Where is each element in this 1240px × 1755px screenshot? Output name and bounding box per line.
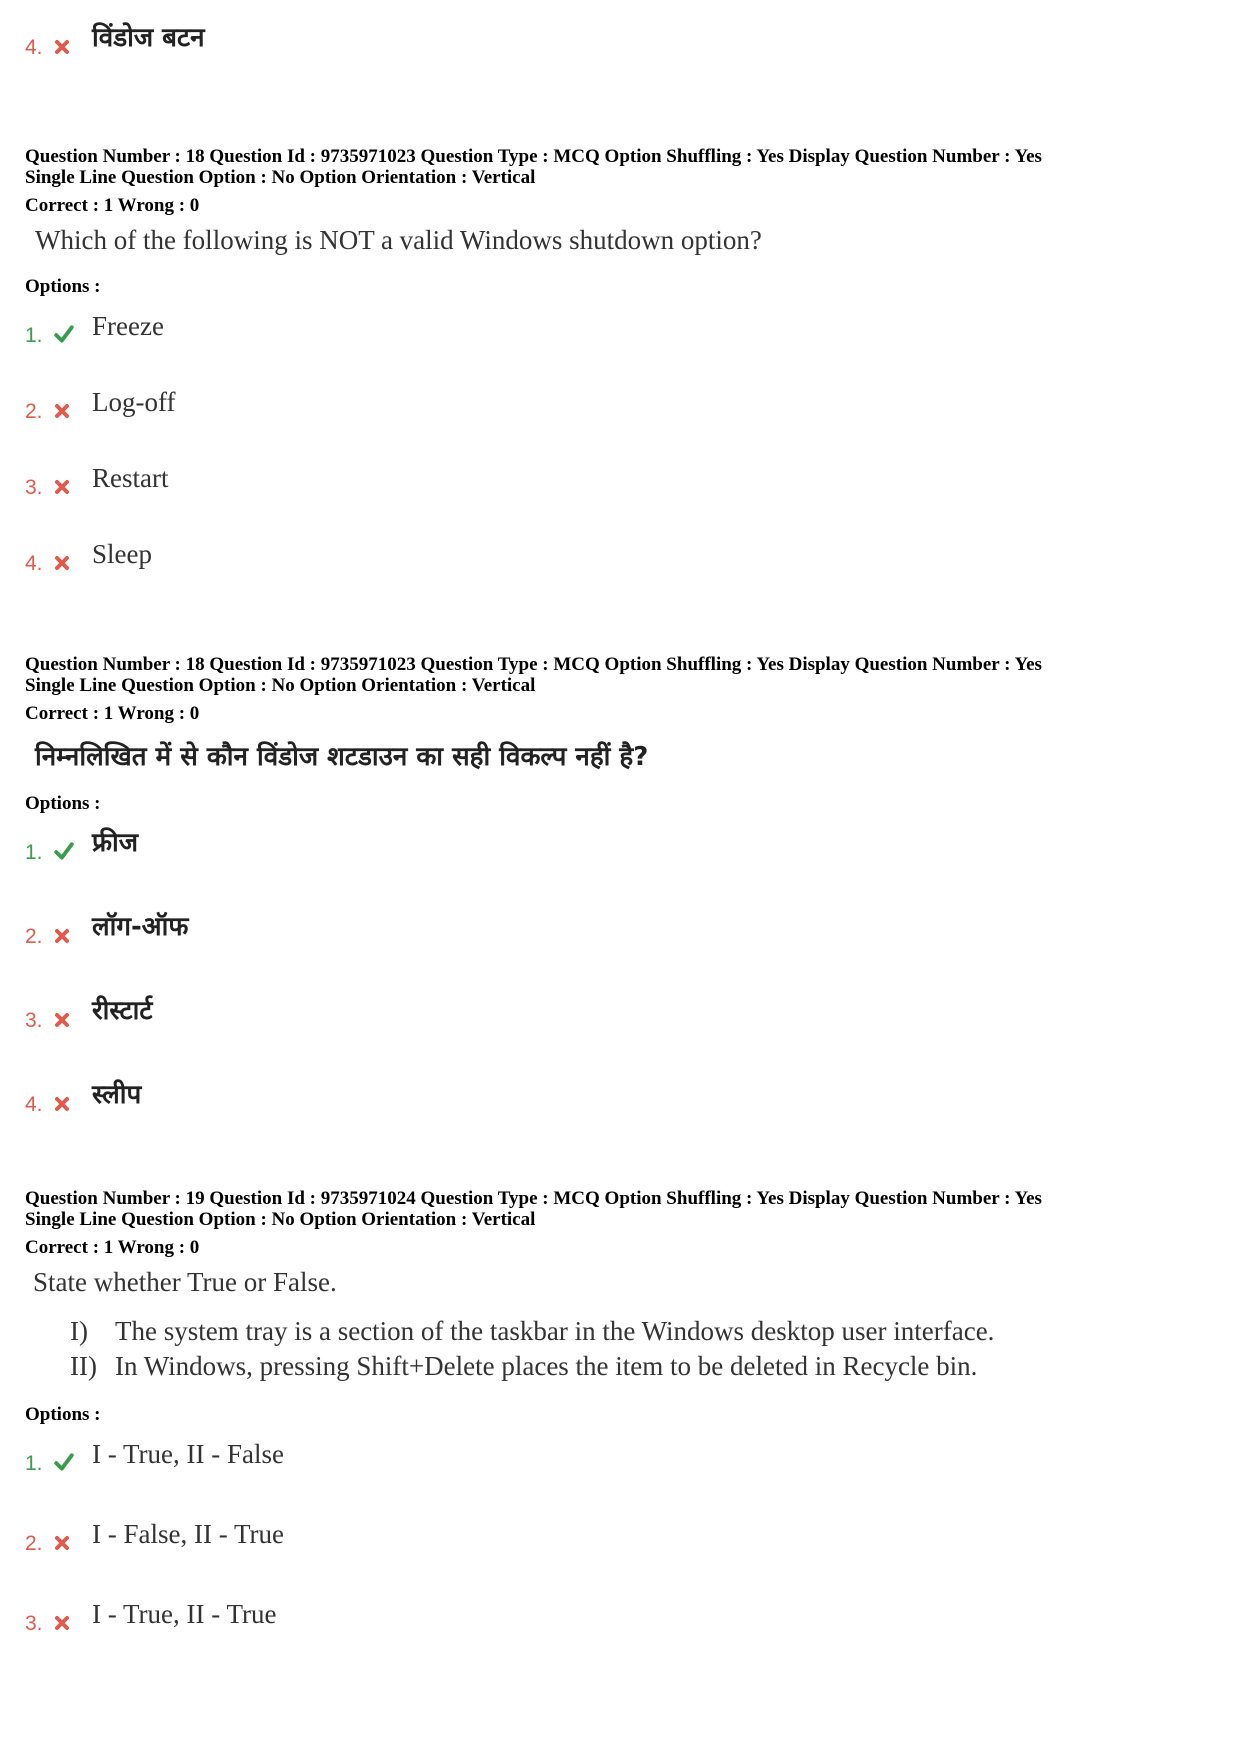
checkmark-icon — [53, 841, 75, 861]
question-block — [25, 146, 1215, 580]
question-text: State whether True or False. — [33, 1267, 337, 1297]
option-number: 4. — [25, 36, 43, 59]
statement-text: In Windows, pressing Shift+Delete places the item to be deleted in Recycle bin. — [115, 1351, 978, 1381]
option-row — [25, 1426, 1215, 1480]
option-row — [25, 815, 1215, 869]
option-row — [25, 352, 1215, 428]
option-number: 2. — [25, 925, 43, 948]
cross-icon — [53, 402, 71, 420]
score-line: Correct : 1 Wrong : 0 — [25, 703, 200, 724]
question-block — [25, 1188, 1215, 1640]
statement — [70, 1314, 1215, 1349]
option-text: I - False, II - True — [92, 1519, 284, 1549]
option-number: 2. — [25, 1532, 43, 1555]
question-text: निम्नलिखित में से कौन विंडोज शटडाउन का सही विकल्प नहीं है? — [35, 742, 649, 772]
cross-icon — [53, 478, 71, 496]
option-number: 3. — [25, 1009, 43, 1032]
checkmark-icon — [53, 324, 75, 344]
option-number: 4. — [25, 552, 43, 575]
cross-icon — [53, 554, 71, 572]
option-number: 3. — [25, 1612, 43, 1635]
cross-icon — [53, 1614, 71, 1632]
cross-icon — [53, 927, 71, 945]
option-row — [25, 300, 1215, 352]
option-text: विंडोज बटन — [92, 23, 205, 53]
option-row — [25, 1037, 1215, 1121]
question-meta-line-1: Question Number : 18 Question Id : 9735971023 Question Type : MCQ Option Shuffling : Yes Display Question Number : Yes — [25, 146, 1042, 167]
option-row — [25, 12, 1215, 64]
option-number: 3. — [25, 476, 43, 499]
question-text: Which of the following is NOT a valid Windows shutdown option? — [35, 225, 762, 255]
options-label: Options : — [25, 276, 101, 297]
option-text: I - True, II - False — [92, 1439, 284, 1469]
option-number: 1. — [25, 324, 43, 347]
statement-number: II) — [70, 1351, 97, 1381]
option-text: Restart — [92, 463, 169, 493]
option-text: Sleep — [92, 539, 152, 569]
option-text: Freeze — [92, 311, 164, 341]
cross-icon — [53, 1534, 71, 1552]
option-text: फ्रीज — [92, 828, 139, 858]
question-meta-line-2: Single Line Question Option : No Option Orientation : Vertical — [25, 1209, 536, 1230]
statement-list — [25, 1314, 1215, 1384]
option-text: Log-off — [92, 387, 176, 417]
statement-number: I) — [70, 1316, 88, 1346]
options-label: Options : — [25, 1404, 101, 1425]
previous-question-tail — [25, 12, 1215, 64]
option-number: 2. — [25, 400, 43, 423]
option-row — [25, 869, 1215, 953]
option-row — [25, 953, 1215, 1037]
question-meta-line-1: Question Number : 18 Question Id : 9735971023 Question Type : MCQ Option Shuffling : Yes Display Question Number : Yes — [25, 654, 1042, 675]
options-label: Options : — [25, 793, 101, 814]
option-row — [25, 1480, 1215, 1560]
question-meta-line-1: Question Number : 19 Question Id : 9735971024 Question Type : MCQ Option Shuffling : Yes Display Question Number : Yes — [25, 1188, 1042, 1209]
cross-icon — [53, 38, 71, 56]
score-line: Correct : 1 Wrong : 0 — [25, 1237, 200, 1258]
option-row — [25, 428, 1215, 504]
option-text: I - True, II - True — [92, 1599, 277, 1629]
question-block — [25, 654, 1215, 1121]
option-text: स्लीप — [92, 1080, 142, 1110]
option-row — [25, 1560, 1215, 1640]
question-meta-line-2: Single Line Question Option : No Option Orientation : Vertical — [25, 167, 536, 188]
option-text: रीस्टार्ट — [92, 996, 153, 1026]
statement-text: The system tray is a section of the taskbar in the Windows desktop user interface. — [115, 1316, 995, 1346]
statement — [70, 1349, 1215, 1384]
score-line: Correct : 1 Wrong : 0 — [25, 195, 200, 216]
question-meta-line-2: Single Line Question Option : No Option Orientation : Vertical — [25, 675, 536, 696]
checkmark-icon — [53, 1452, 75, 1472]
option-row — [25, 504, 1215, 580]
cross-icon — [53, 1095, 71, 1113]
cross-icon — [53, 1011, 71, 1029]
option-text: लॉग-ऑफ — [92, 912, 189, 942]
option-number: 1. — [25, 841, 43, 864]
option-number: 1. — [25, 1452, 43, 1475]
option-number: 4. — [25, 1093, 43, 1116]
